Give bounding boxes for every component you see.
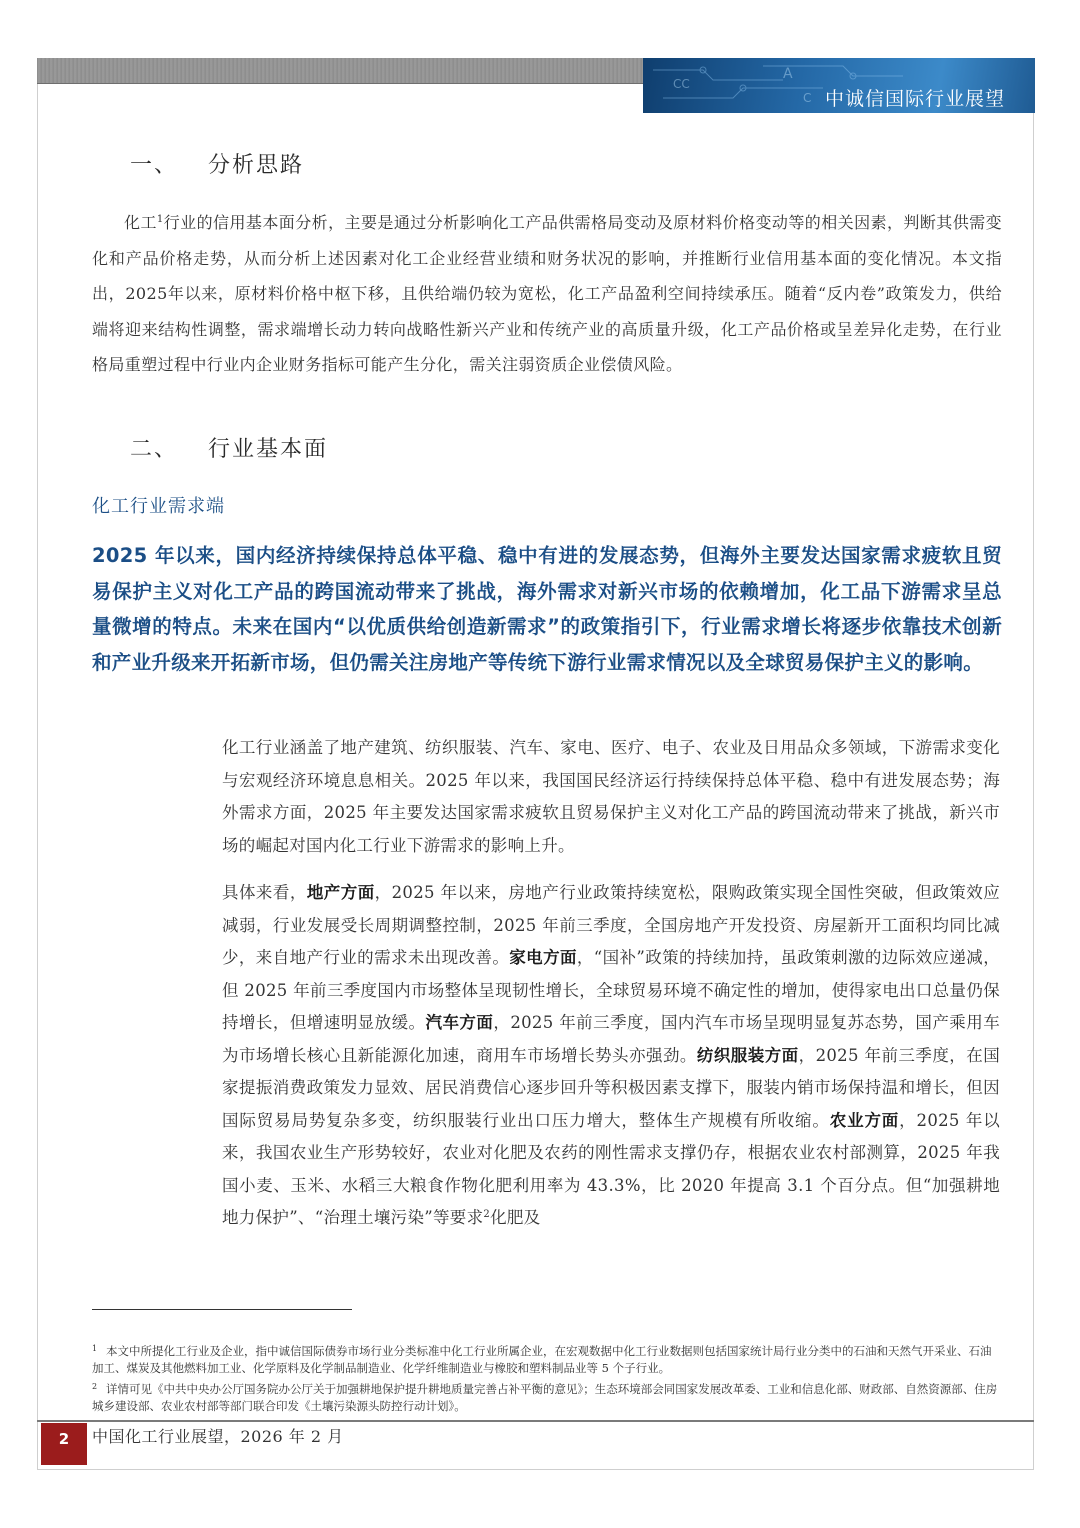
footnote-divider xyxy=(92,1309,352,1310)
topic-realestate: 地产方面 xyxy=(306,883,375,902)
body-paragraph-2: 具体来看，地产方面，2025 年以来，房地产行业政策持续宽松，限购政策实现全国性突破，但政策效应减弱，行业发展受长周期调整控制，2025 年前三季度，全国房地产开发投资、房屋新开工面积均同比减少，来自地产行业的需求未出现改善。家电方面，“国补”政策的持续加持，虽政策刺激的边际效应递减，但 2025 年前三季度国内市场整体呈现韧性增长，全球贸易环境不确定性的增加，使得家电出口总量仍保持增长，但增速明显放缓。汽车方面，2025 年前三季度，国内汽车市场呈现明显复苏态势，国产乘用车为市场增长核心且新能源化加速，商用车市场增长势头亦强劲。纺织服装方面，2025 年前三季度，在国家提振消费政策发力显效、居民消费信心逐步回升等积极因素支撑下，服装内销市场保持温和增长，但因国际贸易局势复杂多变，纺织服装行业出口压力增大，整体生产规模有所收缩。农业方面，2025 年以来，我国农业生产形势较好，农业对化肥及农药的刚性需求支撑仍存，根据农业农村部测算，2025 年我国小麦、玉米、水稻三大粮食作物化肥利用率为 43.3%，比 2020 年提高 3.1 个百分点。但“加强耕地地力保护”、“治理土壤污染”等要求$^2$化肥及 xyxy=(222,883,1001,1227)
analysis-paragraph: 化工$^1$行业的信用基本面分析，主要是通过分析影响化工产品供需格局变动及原材料价格变动等的相关因素，判断其供需变化和产品价格走势，从而分析上述因素对化工企业经营业绩和财务状况的影响，并推断行业信用基本面的变化情况。本文指出，2025年以来，原材料价格中枢下移，且供给端仍较为宽松，化工产品盈利空间持续承压。随着“反内卷”政策发力，供给端将迎来结构性调整，需求端增长动力转向战略性新兴产业和传统产业的高质量升级，化工产品价格或呈差异化走势，在行业格局重塑过程中行业内企业财务指标可能产生分化，需关注弱资质企业偿债风险。 xyxy=(92,213,1002,374)
key-summary: 2025 年以来，国内经济持续保持总体平稳、稳中有进的发展态势，但海外主要发达国家需求疲软且贸易保护主义对化工产品的跨国流动带来了挑战，海外需求对新兴市场的依赖增加，化工品下游需求呈总量微增的特点。未来在国内“以优质供给创造新需求”的政策指引下，行业需求增长将逐步依靠技术创新和产业升级来开拓新市场，但仍需关注房地产等传统下游行业需求情况以及全球贸易保护主义的影响。 xyxy=(92,544,1002,674)
header-texture-bar xyxy=(37,58,644,84)
body-paragraph-1: 化工行业涵盖了地产建筑、纺织服装、汽车、家电、医疗、电子、农业及日用品众多领域，下游需求变化与宏观经济环境息息相关。2025 年以来，我国国民经济运行持续保持总体平稳、稳中有进发展态势；海外需求方面，2025 年主要发达国家需求疲软且贸易保护主义对化工产品的跨国流动带来了挑战，新兴市场的崛起对国内化工行业下游需求的影响上升。 xyxy=(222,738,1000,855)
svg-text:C: C xyxy=(803,91,812,105)
section-heading-2 xyxy=(130,432,328,463)
footnote-2: 2 详情可见《中共中央办公厅国务院办公厅关于加强耕地保护提升耕地质量完善占补平衡的意见》；生态环境部会同国家发展改革委、工业和信息化部、财政部、自然资源部、住房城乡建设部、农业农村部等部门联合印发《土壤污染源头防控行动计划》。 xyxy=(92,1382,998,1413)
topic-textiles: 纺织服装方面 xyxy=(696,1045,799,1065)
svg-text:A: A xyxy=(783,66,793,82)
section-number: 一、 xyxy=(130,153,179,178)
footer-publication: 中国化工行业展望，2026 年 2 月 xyxy=(92,1427,344,1446)
page-number-badge: 2 xyxy=(41,1423,87,1465)
section-title: 分析思路 xyxy=(208,153,305,178)
topic-automotive: 汽车方面 xyxy=(425,1013,494,1032)
footer-divider xyxy=(37,1420,1034,1422)
topic-appliances: 家电方面 xyxy=(509,948,577,967)
header-brand-title: 中诚信国际行业展望 xyxy=(824,88,1005,110)
section-heading-1 xyxy=(130,148,304,179)
section-title: 行业基本面 xyxy=(208,437,329,462)
section-number: 二、 xyxy=(130,437,179,462)
footnote-ref: 1 xyxy=(156,214,164,225)
topic-agriculture: 农业方面 xyxy=(829,1110,900,1130)
header-badge xyxy=(643,58,1035,113)
svg-text:CC: CC xyxy=(673,77,690,91)
footnote-ref: 2 xyxy=(483,1209,491,1220)
footnote-1: 1 本文中所提化工行业及企业，指中诚信国际债券市场行业分类标准中化工行业所属企业，在宏观数据中化工行业数据则包括国家统计局行业分类中的石油和天然气开采业、石油加工、煤炭及其他燃料加工业、化学原料及化学制品制造业、化学纤维制造业与橡胶和塑料制品业等 5 个子行业。 xyxy=(92,1344,992,1375)
subheading-demand: 化工行业需求端 xyxy=(92,496,225,517)
